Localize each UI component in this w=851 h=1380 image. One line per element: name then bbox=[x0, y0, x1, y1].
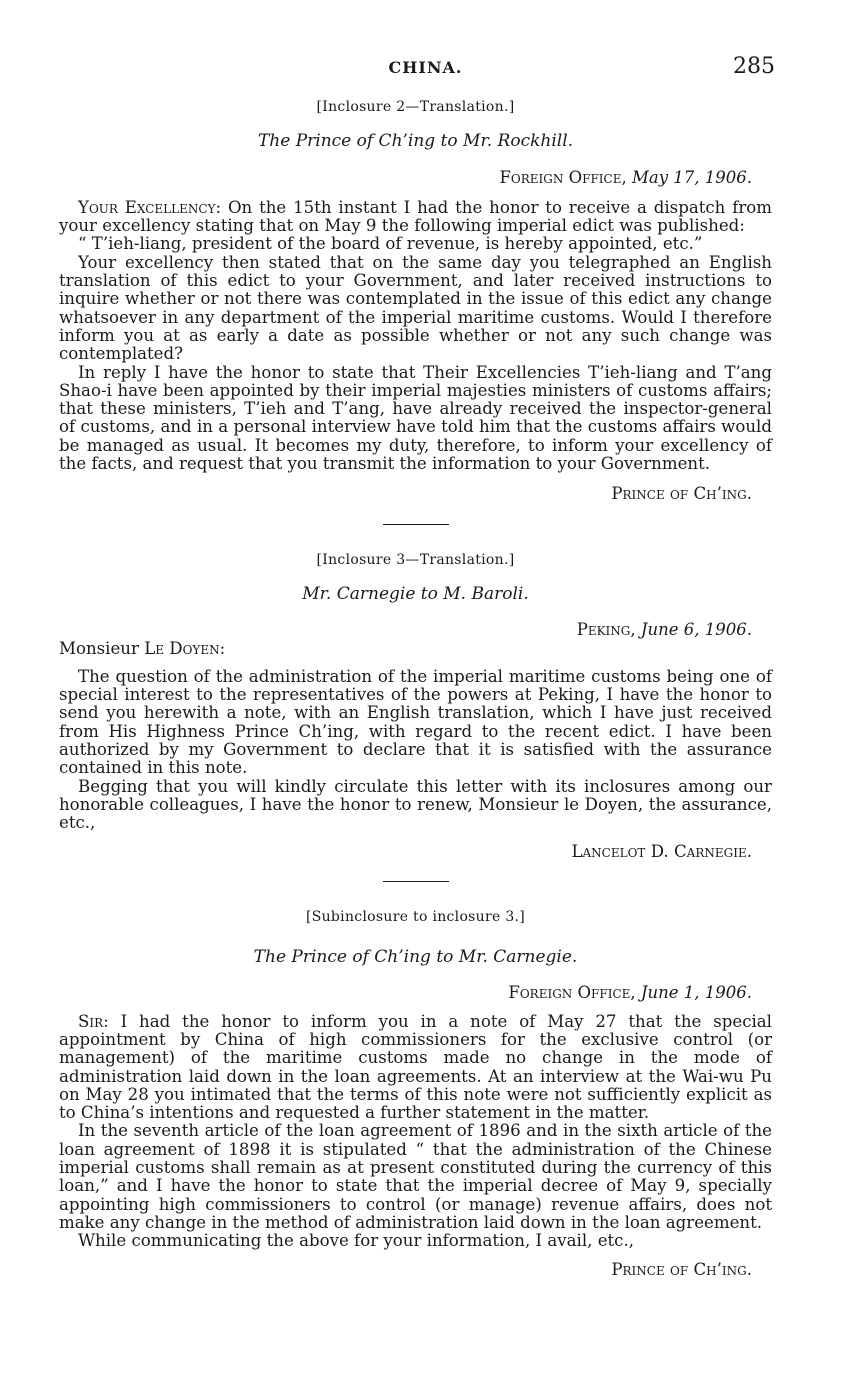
inclosure-caption: [Inclosure 3—Translation.] bbox=[316, 551, 515, 568]
signature: Prince of Ch’ing. bbox=[611, 484, 752, 504]
letter-date: June 1, 1906. bbox=[640, 983, 752, 1003]
letter-paragraph: The question of the administration of the imperial maritime customs being one of special interest to the representatives of the powers at Peking, I have the honor to send you herewith a note, with an English translation, which I have just received from His Highness Prince Ch’ing, with regard to the recent edict. I have been authorized by my Government to declare that it is satisfied with the assurance contained in this note. bbox=[59, 666, 772, 778]
salutation-title: Le Doyen: bbox=[144, 638, 226, 658]
letter-paragraph: In reply I have the honor to state that Their Excellencies T’ieh-liang and T’ang Shao-i have been appointed by their imperial majesties ministers of customs affairs; that these ministers, T’ieh and T’ang, have already received the inspector-general of customs, and in a personal interview have told him that the customs affairs would be managed as usual. It becomes my duty, therefore, to inform your excellency of the facts, and request that you transmit the information to your Government. bbox=[59, 362, 772, 474]
letter-paragraph: Your excellency then stated that on the same day you telegraphed an English translation of this edict to your Government, and later received instructions to inquire whether or not there was contemplated in the issue of this edict any change whatsoever in any department of the imperial maritime customs. Would I therefore inform you at as early a date as possible whether or not any such change was contemplated? bbox=[59, 252, 772, 364]
letter-place: Peking, bbox=[576, 620, 636, 640]
salutation: Your Excellency: bbox=[78, 197, 222, 217]
page-content bbox=[59, 98, 772, 1279]
place-date-line bbox=[59, 984, 772, 1002]
letter-paragraph: Begging that you will kindly circulate this letter with its inclosures among our honorable colleagues, I have the honor to renew, Monsieur le Doyen, the assurance, etc., bbox=[59, 776, 772, 833]
running-title: CHINA. bbox=[388, 58, 463, 77]
letter-title: Mr. Carnegie to M. Baroli. bbox=[302, 583, 529, 604]
letter-date: June 6, 1906. bbox=[640, 620, 752, 640]
signature: Prince of Ch’ing. bbox=[611, 1259, 752, 1279]
letter-title: The Prince of Ch’ing to Mr. Rockhill. bbox=[257, 131, 574, 152]
letter-paragraph: In the seventh article of the loan agreement of 1896 and in the sixth article of the loan agreement of 1898 it is stipulated “ that the administration of the Chinese imperial customs shall remain as at present constituted during the currency of this loan,” and I have the honor to state that the imperial decree of May 9, specially appointing high commissioners to control (or manage) revenue affairs, does not make any change in the method of administration laid down in the loan agreement. bbox=[59, 1121, 772, 1232]
letter-paragraph bbox=[59, 199, 772, 236]
salutation: Sir: bbox=[78, 1011, 109, 1031]
inclosure-caption: [Inclosure 2—Translation.] bbox=[316, 99, 515, 115]
inclosure-2-section bbox=[59, 98, 772, 504]
quoted-edict: “ T’ieh-liang, president of the board of revenue, is hereby appointed, etc.” bbox=[78, 234, 703, 254]
salutation: Monsieur bbox=[59, 638, 139, 658]
signature: Lancelot D. Carnegie. bbox=[571, 841, 752, 861]
inclosure-3-section bbox=[59, 551, 772, 861]
letter-title: The Prince of Ch’ing to Mr. Carnegie. bbox=[253, 947, 578, 968]
letter-date: May 17, 1906. bbox=[631, 167, 752, 187]
page-number: 285 bbox=[733, 54, 775, 79]
letter-paragraph bbox=[59, 1013, 772, 1123]
place-date-line bbox=[59, 621, 772, 639]
paragraph-text: I had the honor to inform you in a note of May 27 that the special appointment by China of high commissioners for the exclusive control (or management) of the maritime customs made no change in the mode of administration laid down in the loan agreements. At an interview at the Wai-wu Pu on May 28 you intimated that the terms of this note were not sufficiently explicit as to China’s intentions and requested a further statement in the matter. bbox=[59, 1011, 772, 1123]
place-date-line bbox=[59, 169, 772, 187]
page-header bbox=[0, 54, 851, 80]
paragraph-text: On the 15th instant I had the honor to receive a dispatch from your excellency stating that on May 9 the following imperial edict was published: bbox=[59, 197, 773, 236]
letter-paragraph: While communicating the above for your information, I avail, etc., bbox=[78, 1231, 635, 1251]
inclosure-caption: [Subinclosure to inclosure 3.] bbox=[305, 908, 526, 925]
subinclosure-section bbox=[59, 908, 772, 1279]
letter-place: Foreign Office, bbox=[499, 167, 627, 187]
letter-place: Foreign Office, bbox=[508, 983, 636, 1003]
salutation-line bbox=[59, 640, 772, 658]
